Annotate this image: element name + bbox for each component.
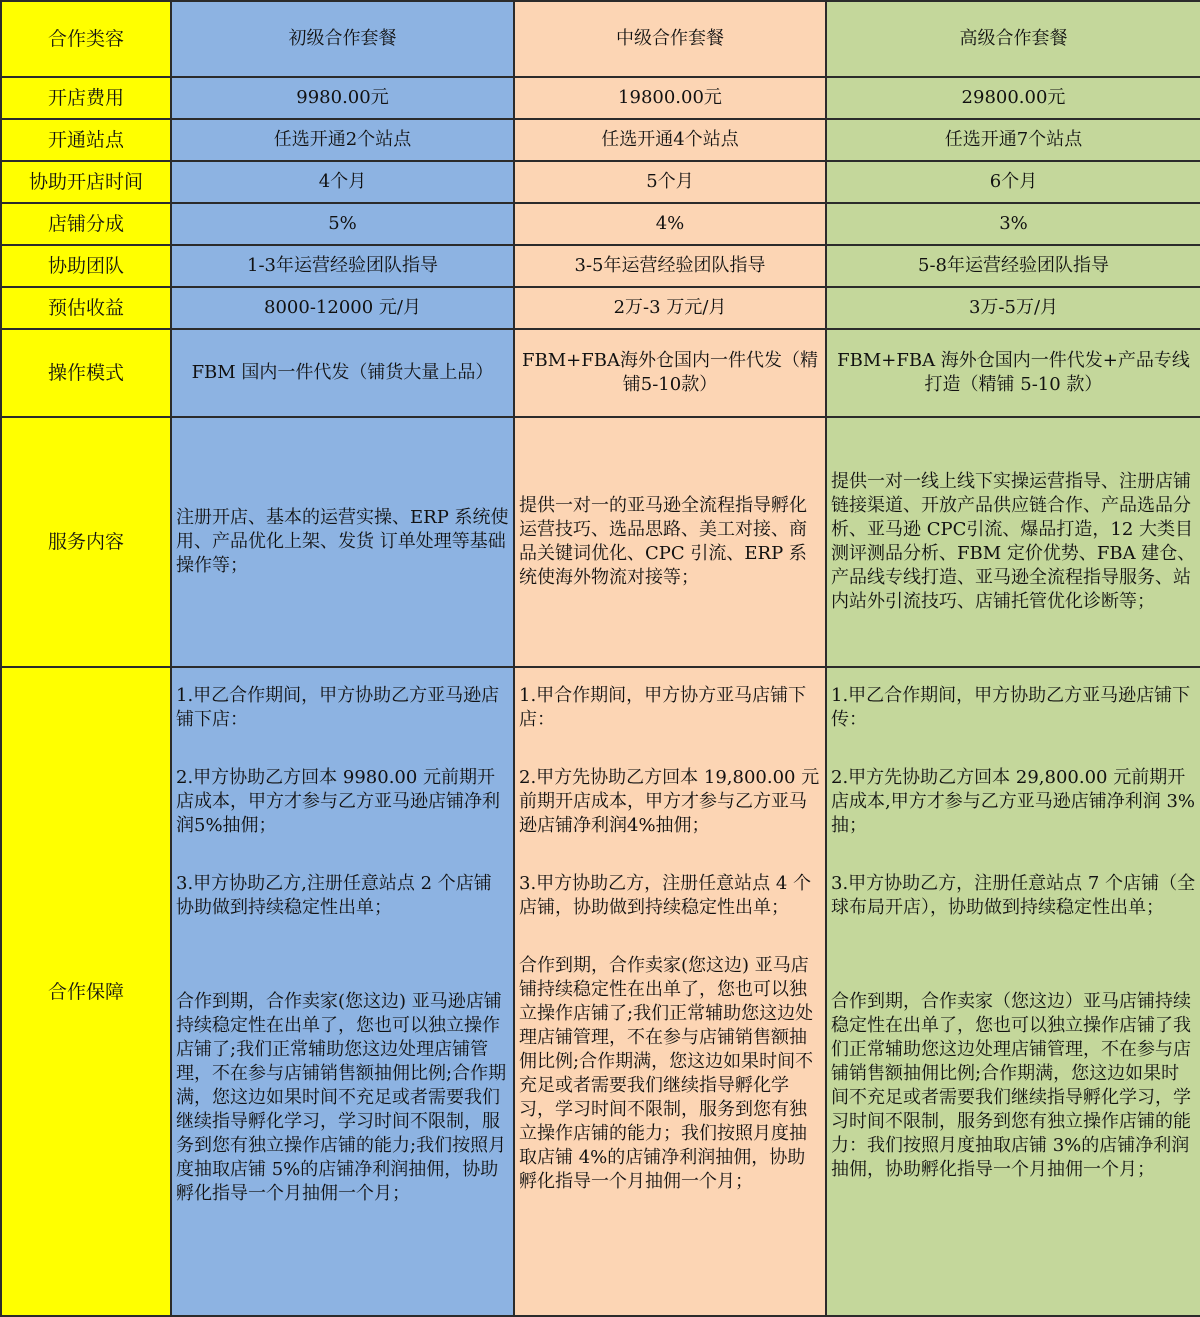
cell-basic: FBM 国内一件代发（铺货大量上品） [171,329,514,417]
cell-basic: 8000-12000 元/月 [171,287,514,329]
row-label: 预估收益 [1,287,171,329]
guarantee-clause-3: 3.甲方协助乙方，注册任意站点 7 个店铺（全球布局开店），协助做到持续稳定性出单； [831,873,1196,918]
row-label: 开通站点 [1,119,171,161]
tier-basic-header: 初级合作套餐 [171,1,514,77]
header-row [1,1,1200,77]
row-cooperation-guarantee [1,667,1200,1316]
cell-advanced [826,667,1200,1316]
cell-basic: 任选开通2个站点 [171,119,514,161]
cell-intermediate: 3-5年运营经验团队指导 [514,245,826,287]
cell-intermediate: 2万-3 万元/月 [514,287,826,329]
cell-basic: 1-3年运营经验团队指导 [171,245,514,287]
row-label: 操作模式 [1,329,171,417]
row-revenue-share [1,203,1200,245]
row-label: 服务内容 [1,417,171,667]
cell-advanced: 任选开通7个站点 [826,119,1200,161]
guarantee-clause-3: 3.甲方协助乙方,注册任意站点 2 个店铺协助做到持续稳定性出单； [176,873,492,918]
tier-advanced-header: 高级合作套餐 [826,1,1200,77]
row-sites [1,119,1200,161]
row-label: 店铺分成 [1,203,171,245]
cell-advanced: 提供一对一线上线下实操运营指导、注册店铺链接渠道、开放产品供应链合作、产品选品分析、亚马逊 CPC引流、爆品打造，12 大类目测评测品分析、FBM 定价优势、FBA 建仓、产品线专线打造、亚马逊全流程指导服务、站内站外引流技巧、店铺托管优化诊断等； [826,417,1200,667]
row-label: 协助团队 [1,245,171,287]
row-label: 开店费用 [1,77,171,119]
cell-intermediate: 提供一对一的亚马逊全流程指导孵化运营技巧、选品思路、美工对接、商品关键词优化、CPC 引流、ERP 系统使海外物流对接等； [514,417,826,667]
row-label: 协助开店时间 [1,161,171,203]
row-store-fee [1,77,1200,119]
cell-advanced: 3万-5万/月 [826,287,1200,329]
row-label: 合作保障 [1,667,171,1316]
row-team [1,245,1200,287]
guarantee-clause-2: 2.甲方先协助乙方回本 29,800.00 元前期开店成本,甲方才参与乙方亚马逊店铺净利润 3%抽； [831,767,1195,836]
guarantee-expiry: 合作到期，合作卖家(您这边) 亚马店铺持续稳定性在出单了，您也可以独立操作店铺了;我们正常辅助您这边处理店铺管理，不在参与店铺销售额抽佣比例;合作期满，您这边如果时间不充足或者需要我们继续指导孵化学习，学习时间不限制，服务到您有独立操作店铺的能力；我们按照月度抽取店铺 4%的店铺净利润抽佣，协助孵化指导一个月抽佣一个月； [519,955,814,1192]
cell-advanced: 6个月 [826,161,1200,203]
cell-intermediate: 任选开通4个站点 [514,119,826,161]
header-label: 合作类容 [1,1,171,77]
cell-basic [171,667,514,1316]
guarantee-clause-2: 2.甲方先协助乙方回本 19,800.00 元前期开店成本，甲方才参与乙方亚马逊店铺净利润4%抽佣； [519,767,820,836]
guarantee-clause-3: 3.甲方协助乙方，注册任意站点 4 个店铺，协助做到持续稳定性出单； [519,873,812,918]
cell-advanced: 5-8年运营经验团队指导 [826,245,1200,287]
guarantee-clause-1: 1.甲合作期间，甲方协方亚马店铺下店： [519,685,807,730]
cell-intermediate: 4% [514,203,826,245]
cell-intermediate: FBM+FBA海外仓国内一件代发（精铺5-10款） [514,329,826,417]
cell-basic: 5% [171,203,514,245]
row-operation-mode [1,329,1200,417]
guarantee-clause-1: 1.甲乙合作期间，甲方协助乙方亚马逊店铺下传： [831,685,1191,730]
cell-intermediate: 19800.00元 [514,77,826,119]
row-assist-time [1,161,1200,203]
row-service-content [1,417,1200,667]
row-estimated-income [1,287,1200,329]
guarantee-expiry: 合作到期，合作卖家（您这边）亚马店铺持续稳定性在出单了，您也可以独立操作店铺了我们正常辅助您这边处理店铺管理，不在参与店铺销售额抽佣比例;合作期满，您这边如果时间不充足或者需要我们继续指导孵化学习，学习时间不限制，服务到您有独立操作店铺的能力：我们按照月度抽取店铺 3%的店铺净利润抽佣，协助孵化指导一个月抽佣一个月； [831,991,1191,1180]
cell-intermediate [514,667,826,1316]
tier-intermediate-header: 中级合作套餐 [514,1,826,77]
cell-basic: 注册开店、基本的运营实操、ERP 系统使用、产品优化上架、发货 订单处理等基础操作等； [171,417,514,667]
cell-advanced: FBM+FBA 海外仓国内一件代发+产品专线打造（精铺 5-10 款） [826,329,1200,417]
cell-advanced: 29800.00元 [826,77,1200,119]
guarantee-clause-2: 2.甲方协助乙方回本 9980.00 元前期开店成本，甲方才参与乙方亚马逊店铺净利润5%抽佣； [176,767,500,836]
cell-intermediate: 5个月 [514,161,826,203]
guarantee-clause-1: 1.甲乙合作期间，甲方协助乙方亚马逊店铺下店： [176,685,500,730]
cell-basic: 9980.00元 [171,77,514,119]
cell-basic: 4个月 [171,161,514,203]
cell-advanced: 3% [826,203,1200,245]
guarantee-expiry: 合作到期，合作卖家(您这边) 亚马逊店铺持续稳定性在出单了，您也可以独立操作店铺了;我们正常辅助您这边处理店铺管理，不在参与店铺销售额抽佣比例;合作期满，您这边如果时间不充足或者需要我们继续指导孵化学习，学习时间不限制，服务到您有独立操作店铺的能力;我们按照月度抽取店铺 5%的店铺净利润抽佣，协助孵化指导一个月抽佣一个月； [176,991,507,1204]
